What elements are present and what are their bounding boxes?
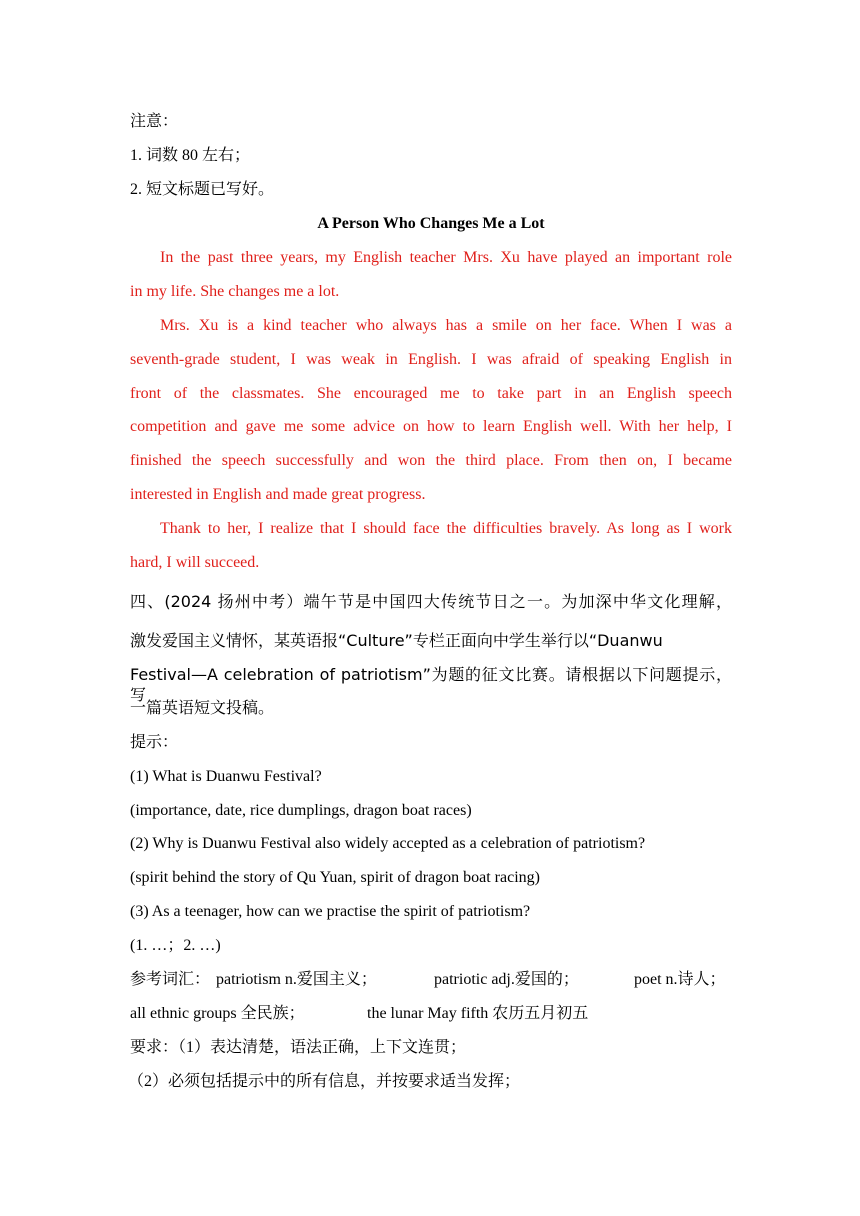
essay-title: A Person Who Changes Me a Lot [317,215,545,232]
essay-p2-line1: Mrs. Xu is a kind teacher who always has a smile on her face. When I was a [160,317,732,334]
essay-p3-line1: Thank to her, I realize that I should face the difficulties bravely. As long as I work [160,520,732,537]
task4-intro-line3: Festival—A celebration of patriotism”为题的征文比赛。请根据以下问题提示，写 [130,665,732,704]
requirement-2: （2）必须包括提示中的所有信息，并按要求适当发挥； [128,1073,521,1090]
hint-question-3: (3) As a teenager, how can we practise the spirit of patriotism? [130,903,531,920]
requirement-1: 要求：（1）表达清楚，语法正确，上下文连贯； [130,1039,467,1056]
essay-p2-line2: seventh-grade student, I was weak in English. I was afraid of speaking English in [130,351,732,368]
vocab-label: 参考词汇： [130,971,211,988]
note-item-1: 1. 词数 80 左右； [130,147,251,164]
hint-question-3-sub: (1. …；2. …) [130,937,221,954]
essay-p2-line5: finished the speech successfully and won the third place. From then on, I became [130,452,732,469]
essay-p1-line1: In the past three years, my English teacher Mrs. Xu have played an important role [160,249,732,266]
vocab-item-3: poet n.诗人； [634,971,726,988]
task4-intro-line1: 四、(2024 扬州中考）端午节是中国四大传统节日之一。为加深中华文化理解， [130,592,732,611]
task4-intro-line2: 激发爱国主义情怀，某英语报“Culture”专栏正面向中学生举行以“Duanwu [130,631,663,650]
vocab-item-1: patriotism n.爱国主义； [216,971,377,988]
task4-intro-line4: 一篇英语短文投稿。 [130,700,275,717]
hint-question-2-sub: (spirit behind the story of Qu Yuan, spirit of dragon boat racing) [130,869,540,886]
essay-p2-line4: competition and gave me some advice on how to learn English well. With her help, I [130,418,732,435]
hint-question-1: (1) What is Duanwu Festival? [130,768,322,785]
vocab-item-2: patriotic adj.爱国的； [434,971,579,988]
notes-heading: 注意： [130,113,179,130]
note-item-2: 2. 短文标题已写好。 [130,181,275,198]
vocab-item-5: the lunar May fifth 农历五月初五 [367,1005,589,1022]
essay-p1-line2: in my life. She changes me a lot. [130,283,340,300]
essay-p2-line3: front of the classmates. She encouraged me to take part in an English speech [130,385,732,402]
hint-question-1-sub: (importance, date, rice dumplings, dragon boat races) [130,802,472,819]
vocab-item-4: all ethnic groups 全民族； [130,1005,305,1022]
hint-question-2: (2) Why is Duanwu Festival also widely accepted as a celebration of patriotism? [130,835,646,852]
essay-p3-line2: hard, I will succeed. [130,554,260,571]
hint-heading: 提示： [130,734,179,751]
essay-p2-line6: interested in English and made great progress. [130,486,426,503]
